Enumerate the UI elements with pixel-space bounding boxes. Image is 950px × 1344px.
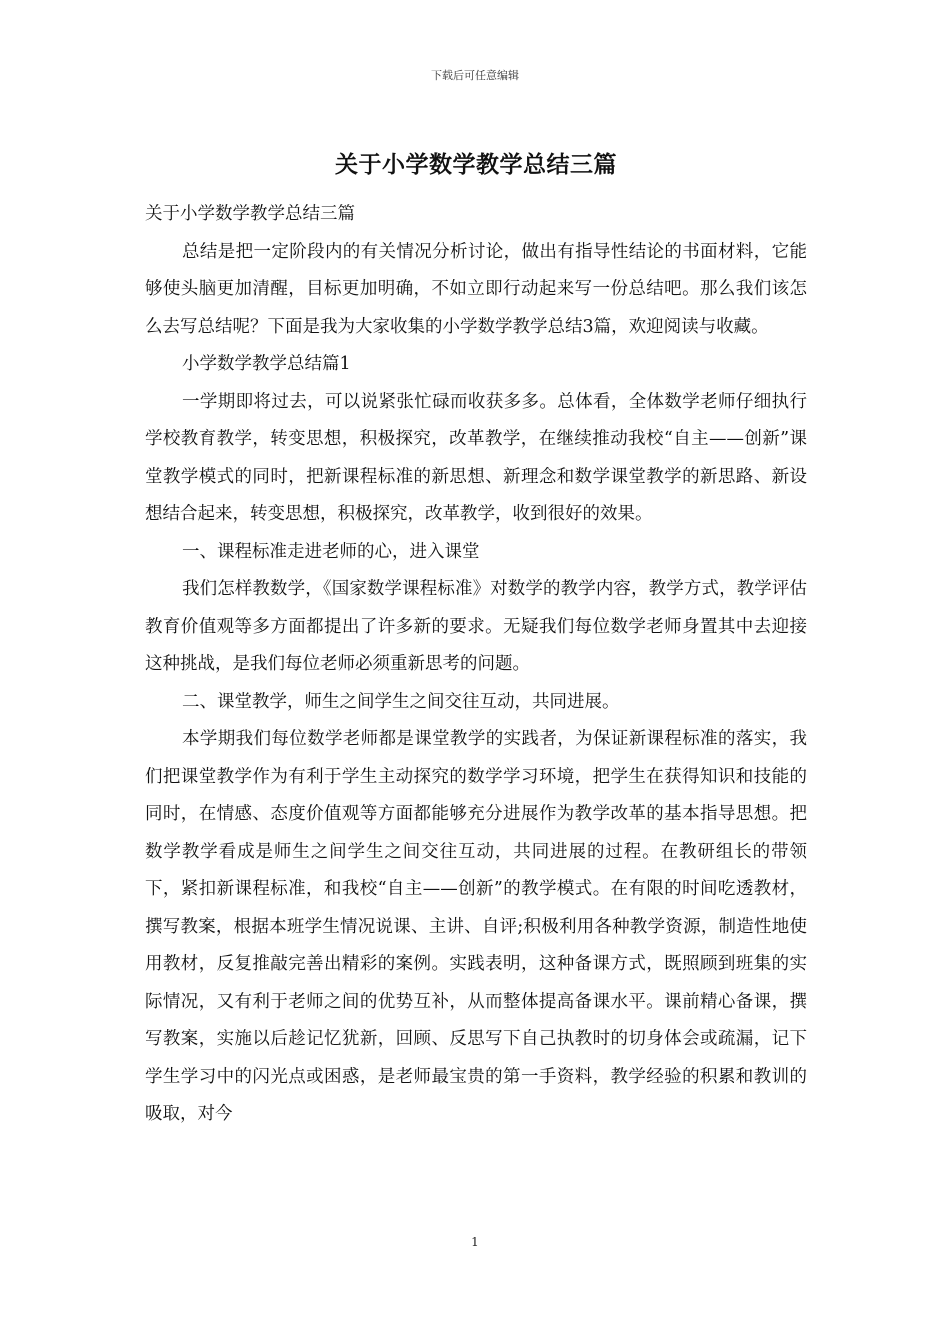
sub-heading-2: 二、课堂教学，师生之间学生之间交往互动，共同进展。 — [182, 691, 620, 712]
page-number: 1 — [471, 1235, 479, 1249]
body-paragraph: 一学期即将过去，可以说紧张忙碌而收获多多。总体看，全体数学老师仔细执行学校教育教学，转变思想，积极探究，改革教学，在继续推动我校“自主——创新”课堂教学模式的同时，把新课程标准的新思想、新理念和数学课堂教学的新思路、新设想结合起来，转变思想，积极探究，改革教学，收到很好的效果。 — [145, 391, 807, 524]
page-header: 下载后可任意编辑 — [431, 69, 519, 82]
section-heading-part-1: 小学数学教学总结篇1 — [182, 354, 351, 374]
body-paragraph: 本学期我们每位数学老师都是课堂教学的实践者，为保证新课程标准的落实，我们把课堂教学作为有利于学生主动探究的数学学习环境，把学生在获得知识和技能的同时，在情感、态度价值观等方面都能够充分进展作为教学改革的基本指导思想。把数学教学看成是师生之间学生之间交往互动，共同进展的过程。在教研组长的带领下，紧扣新课程标准，和我校“自主——创新”的教学模式。在有限的时间吃透教材，撰写教案，根据本班学生情况说课、主讲、自评;积极利用各种教学资源，制造性地使用教材，反复推敲完善出精彩的案例。实践表明，这种备课方式，既照顾到班集的实际情况，又有利于老师之间的优势互补，从而整体提高备课水平。课前精心备课，撰写教案，实施以后趁记忆犹新，回顾、反思写下自己执教时的切身体会或疏漏，记下学生学习中的闪光点或困惑，是老师最宝贵的第一手资料，教学经验的积累和教训的吸取，对今 — [145, 729, 807, 1124]
intro-paragraph: 总结是把一定阶段内的有关情况分析讨论，做出有指导性结论的书面材料，它能够使头脑更加清醒，目标更加明确，不如立即行动起来写一份总结吧。那么我们该怎么去写总结呢？下面是我为大家收集的小学数学教学总结3篇，欢迎阅读与收藏。 — [145, 241, 807, 337]
sub-heading-1: 一、课程标准走进老师的心，进入课堂 — [182, 541, 480, 562]
document-title: 关于小学数学教学总结三篇 — [335, 151, 617, 178]
subtitle-paragraph: 关于小学数学教学总结三篇 — [145, 204, 355, 224]
body-paragraph: 我们怎样教数学，《国家数学课程标准》对数学的教学内容，教学方式，教学评估教育价值观等多方面都提出了许多新的要求。无疑我们每位数学老师身置其中去迎接这种挑战，是我们每位老师必须重新思考的问题。 — [145, 579, 807, 674]
document-body — [145, 148, 807, 1134]
